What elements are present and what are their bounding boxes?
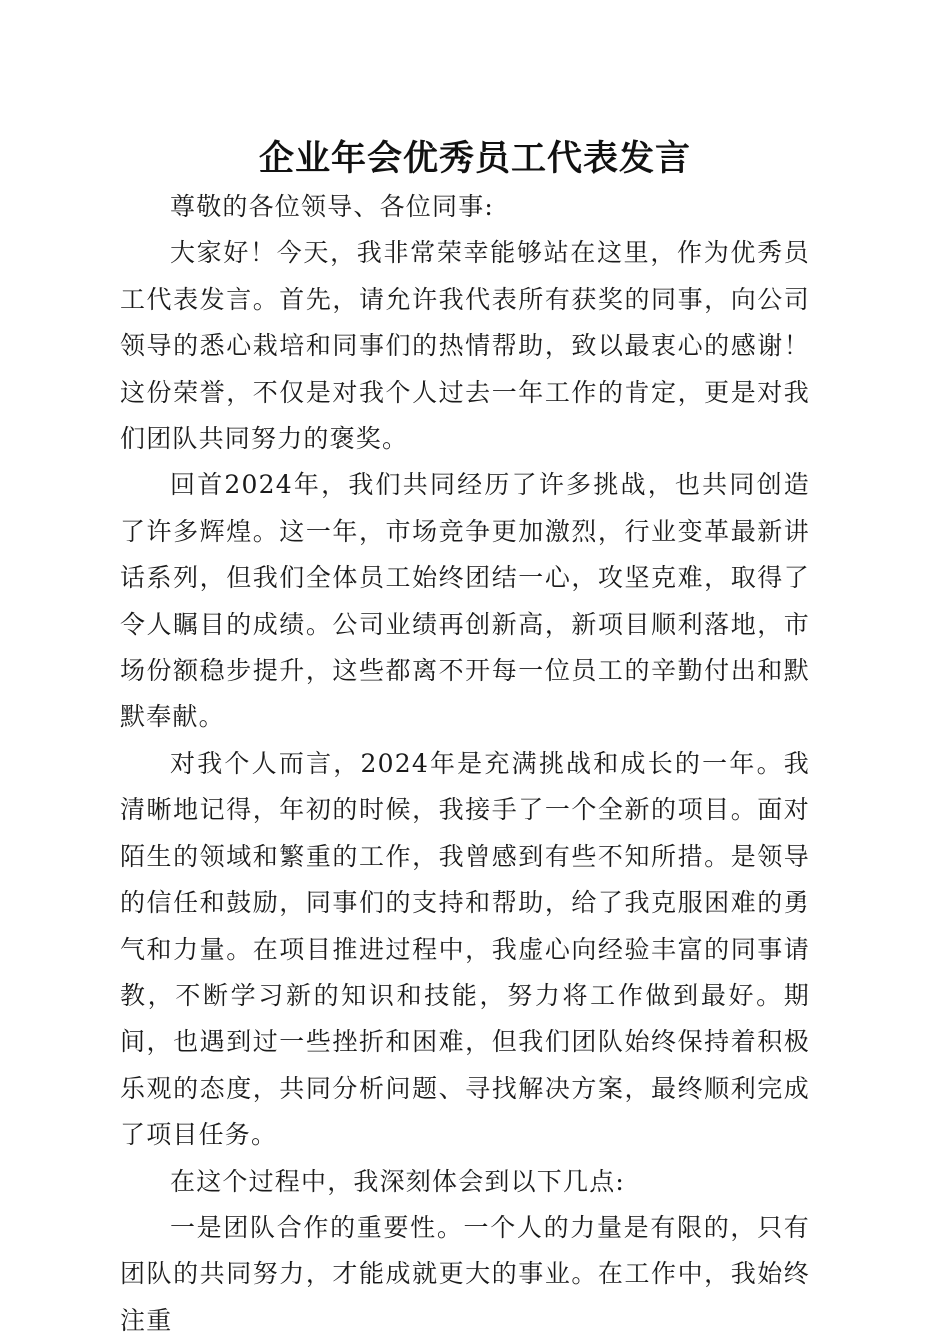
paragraph-review-2024: 回首2024年，我们共同经历了许多挑战，也共同创造了许多辉煌。这一年，市场竞争更加激烈，行业变革最新讲话系列，但我们全体员工始终团结一心，攻坚克难，取得了令人瞩目的成绩。公司业绩再创新高，新项目顺利落地，市场份额稳步提升，这些都离不开每一位员工的辛勤付出和默默奉献。: [120, 470, 810, 732]
document-body: [120, 184, 810, 1344]
paragraph-personal-growth: 对我个人而言，2024年是充满挑战和成长的一年。我清晰地记得，年初的时候，我接手了一个全新的项目。面对陌生的领域和繁重的工作，我曾感到有些不知所措。是领导的信任和鼓励，同事们的支持和帮助，给了我克服困难的勇气和力量。在项目推进过程中，我虚心向经验丰富的同事请教，不断学习新的知识和技能，努力将工作做到最好。期间，也遇到过一些挫折和困难，但我们团队始终保持着积极乐观的态度，共同分析问题、寻找解决方案，最终顺利完成了项目任务。: [120, 748, 810, 1150]
salutation: 尊敬的各位领导、各位同事:: [170, 192, 495, 221]
paragraph-teamwork: 一是团队合作的重要性。一个人的力量是有限的，只有团队的共同努力，才能成就更大的事业。在工作中，我始终注重: [120, 1212, 810, 1335]
page-title: 企业年会优秀员工代表发言: [258, 138, 691, 179]
paragraph-lessons-intro: 在这个过程中，我深刻体会到以下几点:: [170, 1166, 626, 1196]
paragraph-greeting: 大家好！今天，我非常荣幸能够站在这里，作为优秀员工代表发言。首先，请允许我代表所有获奖的同事，向公司领导的悉心栽培和同事们的热情帮助，致以最衷心的感谢！这份荣誉，不仅是对我个人过去一年工作的肯定，更是对我们团队共同努力的褒奖。: [120, 238, 810, 454]
